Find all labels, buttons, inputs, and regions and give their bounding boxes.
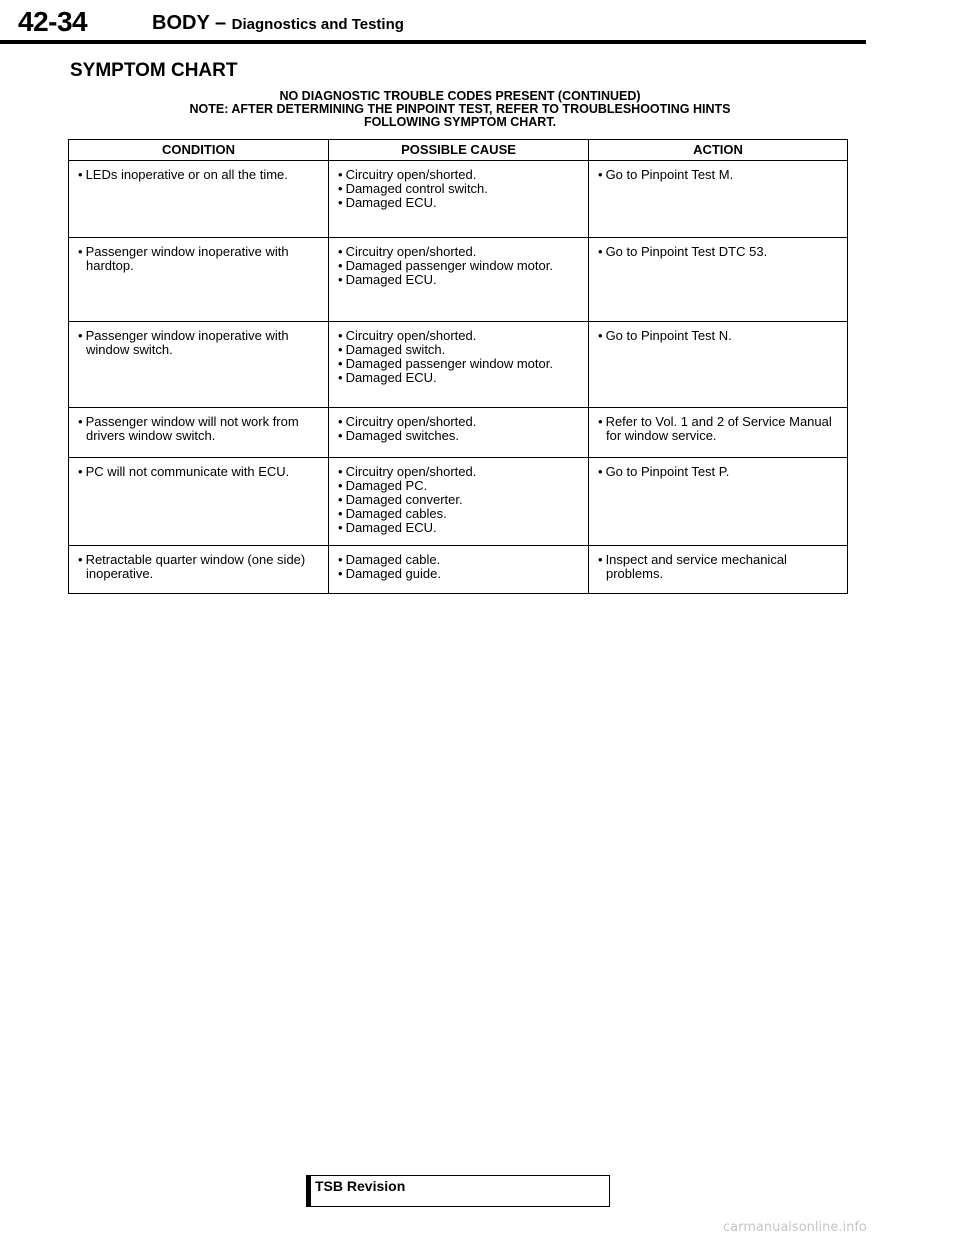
header-divider — [0, 40, 866, 44]
list-item: • Damaged control switch. — [336, 182, 582, 196]
column-header-possible-cause: POSSIBLE CAUSE — [329, 140, 589, 161]
list-item: • Circuitry open/shorted. — [336, 329, 582, 343]
list-item: • Passenger window will not work from drivers window switch. — [76, 415, 322, 443]
list-item: • Damaged guide. — [336, 567, 582, 581]
condition-cell — [69, 458, 329, 546]
action-cell — [589, 408, 848, 458]
section-title: SYMPTOM CHART — [70, 60, 238, 81]
list-item: • LEDs inoperative or on all the time. — [76, 168, 322, 182]
list-item: • Damaged ECU. — [336, 273, 582, 287]
action-cell — [589, 458, 848, 546]
condition-cell — [69, 161, 329, 238]
cause-cell — [329, 322, 589, 408]
list-item: • Damaged ECU. — [336, 196, 582, 210]
table-row — [69, 546, 848, 594]
condition-cell — [69, 322, 329, 408]
action-cell — [589, 161, 848, 238]
cause-cell — [329, 546, 589, 594]
cause-cell — [329, 458, 589, 546]
table-row — [69, 322, 848, 408]
header-section: BODY — [152, 12, 210, 34]
action-cell — [589, 546, 848, 594]
symptom-chart-table — [68, 139, 848, 594]
note-line: FOLLOWING SYMPTOM CHART. — [363, 115, 557, 129]
list-item: • Circuitry open/shorted. — [336, 415, 582, 429]
condition-cell — [69, 408, 329, 458]
list-item: • Damaged PC. — [336, 479, 582, 493]
page-header-title — [152, 12, 404, 35]
table-row — [69, 161, 848, 238]
list-item: • Circuitry open/shorted. — [336, 245, 582, 259]
list-item: • Circuitry open/shorted. — [336, 465, 582, 479]
header-subtitle: Diagnostics and Testing — [231, 16, 404, 33]
list-item: • Go to Pinpoint Test M. — [596, 168, 841, 182]
column-header-condition: CONDITION — [69, 140, 329, 161]
header-dash: – — [209, 12, 232, 34]
note-line: NO DIAGNOSTIC TROUBLE CODES PRESENT (CONTINUED) — [279, 89, 641, 103]
list-item: • Passenger window inoperative with hardtop. — [76, 245, 322, 273]
table-row — [69, 458, 848, 546]
column-header-action: ACTION — [589, 140, 848, 161]
condition-cell — [69, 546, 329, 594]
tsb-revision-box — [306, 1175, 610, 1207]
page-number: 42-34 — [18, 6, 88, 37]
watermark: carmanualsonline.info — [723, 1220, 867, 1235]
chart-notes — [60, 90, 860, 129]
action-cell — [589, 322, 848, 408]
list-item: • Damaged passenger window motor. — [336, 357, 582, 371]
list-item: • Inspect and service mechanical problems. — [596, 553, 841, 581]
condition-cell — [69, 238, 329, 322]
note-line: NOTE: AFTER DETERMINING THE PINPOINT TEST, REFER TO TROUBLESHOOTING HINTS — [189, 102, 731, 116]
tsb-revision-label: TSB Revision — [315, 1178, 406, 1194]
list-item: • Damaged ECU. — [336, 371, 582, 385]
list-item: • Go to Pinpoint Test N. — [596, 329, 841, 343]
cause-cell — [329, 408, 589, 458]
list-item: • Damaged switch. — [336, 343, 582, 357]
table-row — [69, 238, 848, 322]
list-item: • Damaged switches. — [336, 429, 582, 443]
list-item: • Passenger window inoperative with window switch. — [76, 329, 322, 357]
cause-cell — [329, 161, 589, 238]
cause-cell — [329, 238, 589, 322]
list-item: • Damaged passenger window motor. — [336, 259, 582, 273]
list-item: • Go to Pinpoint Test P. — [596, 465, 841, 479]
list-item: • Damaged ECU. — [336, 521, 582, 535]
list-item: • PC will not communicate with ECU. — [76, 465, 322, 479]
list-item: • Damaged converter. — [336, 493, 582, 507]
list-item: • Retractable quarter window (one side) inoperative. — [76, 553, 322, 581]
list-item: • Damaged cable. — [336, 553, 582, 567]
list-item: • Refer to Vol. 1 and 2 of Service Manual for window service. — [596, 415, 841, 443]
table-header-row — [69, 140, 848, 161]
list-item: • Damaged cables. — [336, 507, 582, 521]
action-cell — [589, 238, 848, 322]
table-row — [69, 408, 848, 458]
list-item: • Go to Pinpoint Test DTC 53. — [596, 245, 841, 259]
list-item: • Circuitry open/shorted. — [336, 168, 582, 182]
